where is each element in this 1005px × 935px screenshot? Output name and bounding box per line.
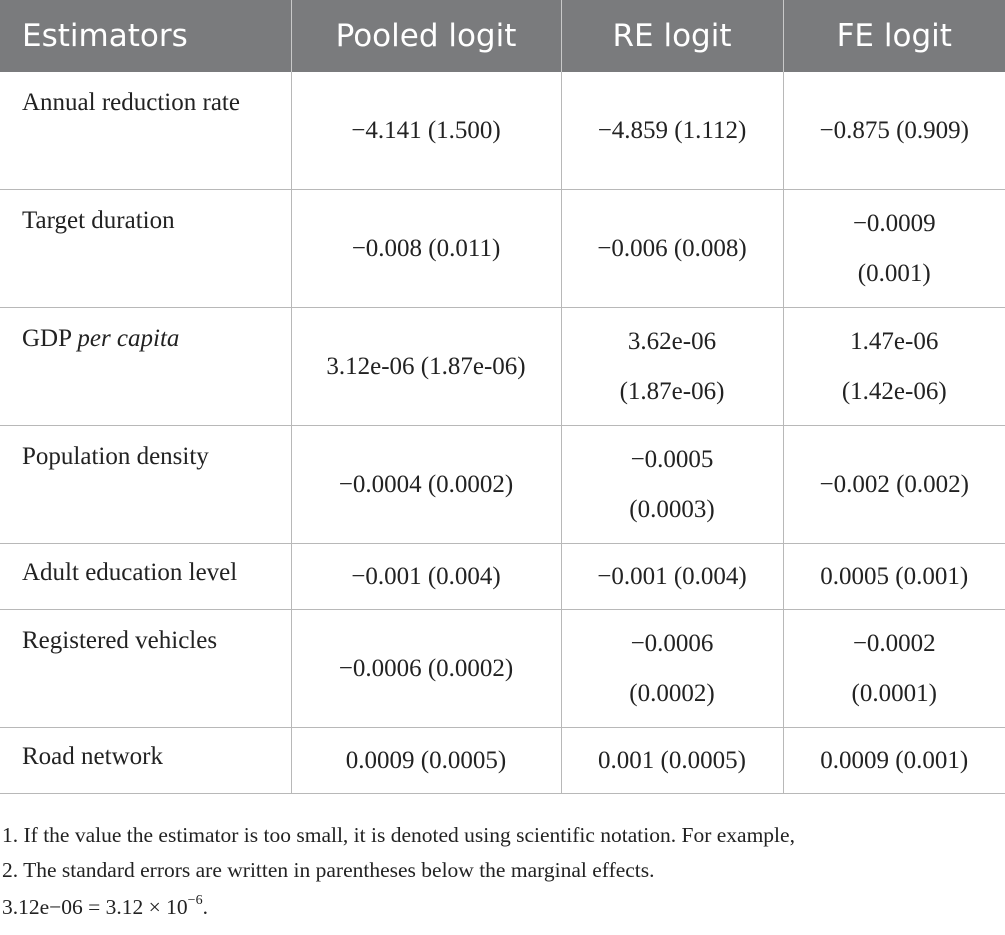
- formula-exponent: −6: [187, 893, 203, 908]
- cell-re: −0.006 (0.008): [561, 190, 783, 308]
- table-row: [0, 308, 1005, 426]
- cell-pooled: −0.001 (0.004): [291, 544, 561, 610]
- cell-re: −0.0005 (0.0003): [561, 426, 783, 544]
- header-pooled-logit: Pooled logit: [291, 0, 561, 72]
- formula-lhs: 3.12e−06 = 3.12 × 10: [2, 895, 188, 919]
- row-label: Population density: [0, 426, 291, 544]
- header-row: [0, 0, 1005, 72]
- table-row: [0, 72, 1005, 190]
- cell-re: −0.001 (0.004): [561, 544, 783, 610]
- cell-fe: −0.875 (0.909): [783, 72, 1005, 190]
- row-label: Registered vehicles: [0, 610, 291, 728]
- cell-re: 0.001 (0.0005): [561, 728, 783, 794]
- cell-pooled: −0.0004 (0.0002): [291, 426, 561, 544]
- cell-fe: 0.0009 (0.001): [783, 728, 1005, 794]
- cell-pooled: 0.0009 (0.0005): [291, 728, 561, 794]
- header-re-logit: RE logit: [561, 0, 783, 72]
- cell-re: 3.62e-06 (1.87e-06): [561, 308, 783, 426]
- table-row: [0, 728, 1005, 794]
- cell-fe: −0.0009 (0.001): [783, 190, 1005, 308]
- table-row: [0, 190, 1005, 308]
- note-1: 1. If the value the estimator is too small, it is denoted using scientific notation. For example,: [2, 823, 795, 847]
- header-fe-logit: FE logit: [783, 0, 1005, 72]
- table-row: [0, 544, 1005, 610]
- header-estimators: Estimators: [0, 0, 291, 72]
- table-row: [0, 610, 1005, 728]
- cell-fe: −0.0002 (0.0001): [783, 610, 1005, 728]
- row-label-italic: per capita: [77, 325, 180, 352]
- cell-pooled: −0.0006 (0.0002): [291, 610, 561, 728]
- cell-re: −0.0006 (0.0002): [561, 610, 783, 728]
- row-label: Adult education level: [0, 544, 291, 610]
- note-formula: [2, 888, 795, 926]
- cell-fe: −0.002 (0.002): [783, 426, 1005, 544]
- row-label: Road network: [0, 728, 291, 794]
- cell-pooled: 3.12e-06 (1.87e-06): [291, 308, 561, 426]
- cell-fe: 0.0005 (0.001): [783, 544, 1005, 610]
- cell-pooled: −0.008 (0.011): [291, 190, 561, 308]
- row-label: [0, 308, 291, 426]
- note-2: 2. The standard errors are written in parentheses below the marginal effects.: [2, 858, 655, 882]
- cell-fe: 1.47e-06 (1.42e-06): [783, 308, 1005, 426]
- cell-pooled: −4.141 (1.500): [291, 72, 561, 190]
- cell-re: −4.859 (1.112): [561, 72, 783, 190]
- table-notes: [2, 818, 795, 926]
- row-label: Annual reduction rate: [0, 72, 291, 190]
- row-label-prefix: GDP: [22, 325, 72, 352]
- formula-end: .: [202, 895, 208, 919]
- row-label: Target duration: [0, 190, 291, 308]
- table-row: [0, 426, 1005, 544]
